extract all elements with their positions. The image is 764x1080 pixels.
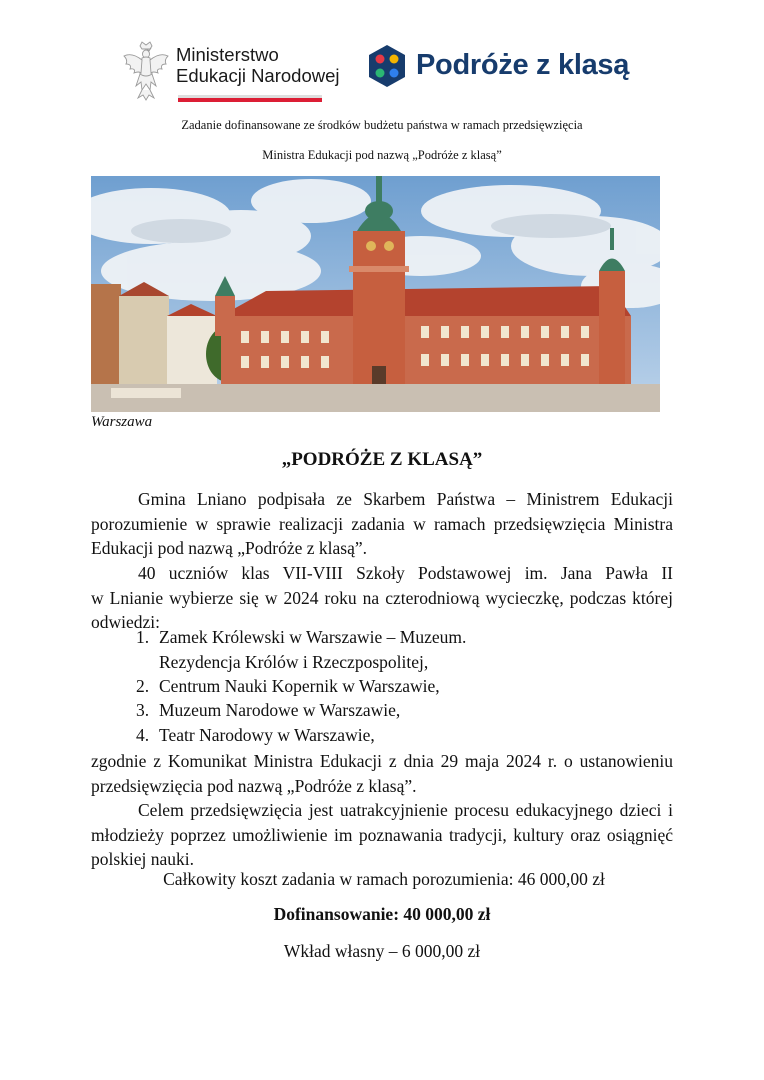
list-item bbox=[136, 676, 440, 697]
funding-amount: Dofinansowanie: 40 000,00 zł bbox=[273, 904, 491, 924]
funding-note-line2: Ministra Edukacji pod nazwą „Podróże z klasą” bbox=[262, 148, 502, 162]
funding-note-line1: Zadanie dofinansowane ze środków budżetu państwa w ramach przedsięwzięcia bbox=[181, 118, 583, 132]
program-logo bbox=[367, 44, 630, 92]
text-line: w Lnianie wybierze się w 2024 roku na czterodniową wycieczkę, podczas której bbox=[91, 587, 673, 608]
text-line: młodzieży poprzez umożliwienie im poznawania tradycji, kultury oraz osiągnięć bbox=[91, 824, 673, 845]
list-item bbox=[136, 725, 375, 746]
text-line: zgodnie z Komunikat Ministra Edukacji z dnia 29 maja 2024 r. o ustanowieniu bbox=[91, 751, 673, 771]
text-line: polskiej nauki. bbox=[91, 849, 195, 869]
text-line: porozumienie w sprawie realizacji zadania w ramach przedsięwzięcia Ministra bbox=[91, 513, 673, 534]
ministry-name-line2: Edukacji Narodowej bbox=[176, 65, 340, 86]
list-text: Teatr Narodowy w Warszawie, bbox=[159, 725, 375, 745]
paragraph-goal bbox=[91, 798, 673, 872]
list-item-continuation bbox=[159, 652, 428, 673]
text-line: Celem przedsięwzięcia jest uatrakcyjnienie procesu edukacyjnego dzieci i bbox=[138, 800, 673, 820]
paragraph-announcement bbox=[91, 749, 673, 798]
list-number: 1. bbox=[136, 627, 150, 647]
text-line: Gmina Lniano podpisała ze Skarbem Państwa – Ministrem Edukacji bbox=[138, 489, 673, 509]
program-name: Podróże z klasą bbox=[416, 49, 630, 81]
list-text: Zamek Królewski w Warszawie – Muzeum. bbox=[159, 627, 467, 647]
own-contribution: Wkład własny – 6 000,00 zł bbox=[283, 941, 481, 961]
list-item bbox=[136, 627, 466, 648]
text-line: 40 uczniów klas VII-VIII Szkoły Podstawowej im. Jana Pawła II bbox=[138, 563, 673, 583]
castle-illustration bbox=[91, 176, 660, 412]
text-line: przedsięwzięcia pod nazwą „Podróże z klasą”. bbox=[91, 775, 417, 796]
list-text: Rezydencja Królów i Rzeczpospolitej, bbox=[159, 652, 429, 672]
royal-castle-photo bbox=[91, 176, 660, 412]
paragraph-agreement bbox=[91, 487, 673, 561]
text-line: Edukacji pod nazwą „Podróże z klasą”. bbox=[91, 538, 367, 558]
photo-caption: Warszawa bbox=[91, 414, 153, 430]
ministry-logo bbox=[122, 40, 340, 104]
page-title: „PODRÓŻE Z KLASĄ” bbox=[281, 449, 483, 470]
list-number: 4. bbox=[136, 725, 150, 745]
paragraph-students bbox=[91, 561, 673, 635]
list-item bbox=[136, 700, 400, 721]
text-line: odwiedzi: bbox=[91, 612, 161, 632]
flag-stripe-red bbox=[178, 98, 322, 102]
list-number: 2. bbox=[136, 676, 150, 696]
list-number: 3. bbox=[136, 700, 150, 720]
list-text: Centrum Nauki Kopernik w Warszawie, bbox=[159, 676, 440, 696]
list-text: Muzeum Narodowe w Warszawie, bbox=[159, 700, 401, 720]
ministry-name-line1: Ministerstwo bbox=[176, 44, 279, 65]
white-eagle-emblem-icon bbox=[122, 40, 170, 102]
total-cost: Całkowity koszt zadania w ramach porozumienia: 46 000,00 zł bbox=[163, 869, 605, 889]
program-hexagon-icon bbox=[367, 44, 407, 88]
